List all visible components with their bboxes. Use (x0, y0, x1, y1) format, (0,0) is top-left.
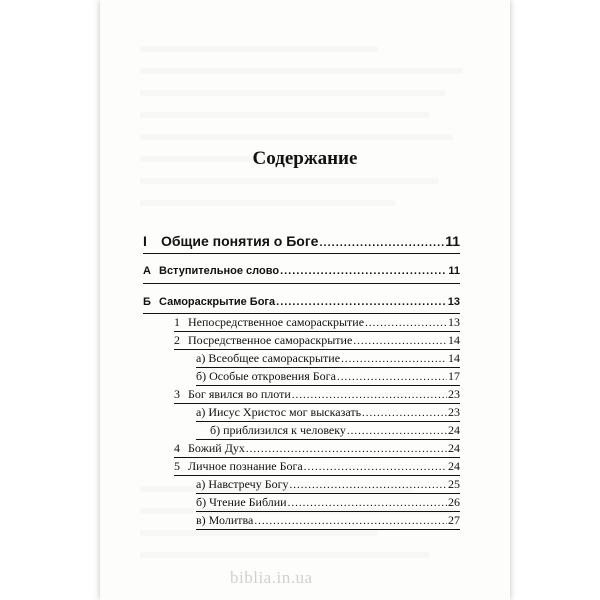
toc-entry[interactable] (196, 405, 460, 420)
dot-leader (288, 497, 447, 509)
toc-entry[interactable] (143, 233, 460, 249)
toc-text: Бог явился во плоти (188, 387, 291, 401)
page-title: Содержание (252, 148, 358, 169)
dot-leader (319, 237, 444, 249)
dot-leader (292, 389, 447, 401)
book-page (100, 0, 510, 600)
dot-leader (290, 479, 447, 491)
toc-marker: I (143, 233, 147, 249)
rule (174, 475, 460, 476)
dot-leader (280, 265, 447, 277)
toc-text: в) Молитва (196, 513, 254, 527)
toc-page: 14 (448, 351, 460, 365)
toc-page: 25 (448, 477, 460, 491)
rule (196, 439, 460, 440)
toc-entry[interactable] (196, 477, 460, 492)
toc-entry[interactable] (196, 423, 460, 438)
toc-page: 17 (448, 369, 460, 383)
toc-text: б) приблизился к человеку (210, 423, 346, 437)
bleed-through-text (140, 30, 480, 222)
toc-page: 26 (448, 495, 460, 509)
toc-page: 23 (448, 387, 460, 401)
toc-page: 14 (448, 333, 460, 347)
rule (174, 349, 460, 350)
toc-text: Вступительное слово (159, 265, 280, 277)
rule (196, 493, 460, 494)
dot-leader (353, 335, 447, 347)
toc-entry[interactable] (174, 387, 460, 402)
toc-text: Непосредственное самораскрытие (188, 315, 365, 329)
toc-marker: Б (143, 296, 151, 308)
rule (174, 403, 460, 404)
rule (196, 367, 460, 368)
toc-page: 24 (448, 423, 460, 437)
toc-text: а) Иисус Христос мог высказать (196, 405, 362, 419)
toc-entry[interactable] (196, 495, 460, 510)
toc-text: Личное познание Бога (188, 459, 303, 473)
toc-marker: 4 (174, 441, 180, 455)
toc-marker: 3 (174, 387, 180, 401)
toc-entry[interactable] (196, 513, 460, 528)
dot-leader (246, 443, 447, 455)
toc-page: 23 (448, 405, 460, 419)
rule (174, 457, 460, 458)
dot-leader (337, 371, 447, 383)
toc-text: Самораскрытие Бога (159, 296, 276, 308)
toc-page: 24 (448, 441, 460, 455)
toc-entry[interactable] (196, 369, 460, 384)
toc-page: 24 (448, 459, 460, 473)
toc-entry[interactable] (143, 296, 460, 308)
toc-text: а) Всеобщее самораскрытие (196, 351, 341, 365)
toc-entry[interactable] (174, 459, 460, 474)
toc-page: 11 (448, 265, 460, 277)
toc-entry[interactable] (174, 315, 460, 330)
toc-page: 13 (448, 315, 460, 329)
toc-marker: 5 (174, 459, 180, 473)
rule (196, 529, 460, 530)
toc-text: Божий Дух (188, 441, 245, 455)
watermark: biblia.in.ua (230, 568, 313, 587)
toc-entry[interactable] (174, 441, 460, 456)
dot-leader (365, 317, 447, 329)
rule (196, 385, 460, 386)
dot-leader (347, 425, 447, 437)
toc-text: Общие понятия о Боге (161, 233, 319, 249)
rule (174, 331, 460, 332)
toc-text: б) Чтение Библии (196, 495, 287, 509)
dot-leader (362, 407, 447, 419)
toc-entry[interactable] (174, 333, 460, 348)
toc-page: 11 (445, 233, 460, 249)
dot-leader (254, 515, 447, 527)
toc-entry[interactable] (196, 351, 460, 366)
toc-entry[interactable] (143, 265, 460, 277)
toc-marker: 2 (174, 333, 180, 347)
dot-leader (304, 461, 447, 473)
toc-marker: 1 (174, 315, 180, 329)
dot-leader (341, 353, 447, 365)
toc-text: б) Особые откровения Бога (196, 369, 336, 383)
rule (143, 283, 460, 284)
toc-page: 27 (448, 513, 460, 527)
toc-text: Посредственное самораскрытие (188, 333, 353, 347)
toc-marker: А (143, 265, 151, 277)
toc-text: а) Навстречу Богу (196, 477, 289, 491)
rule (196, 511, 460, 512)
rule (143, 313, 460, 314)
rule (143, 253, 460, 254)
dot-leader (276, 296, 447, 308)
rule (196, 421, 460, 422)
toc-page: 13 (447, 296, 460, 308)
